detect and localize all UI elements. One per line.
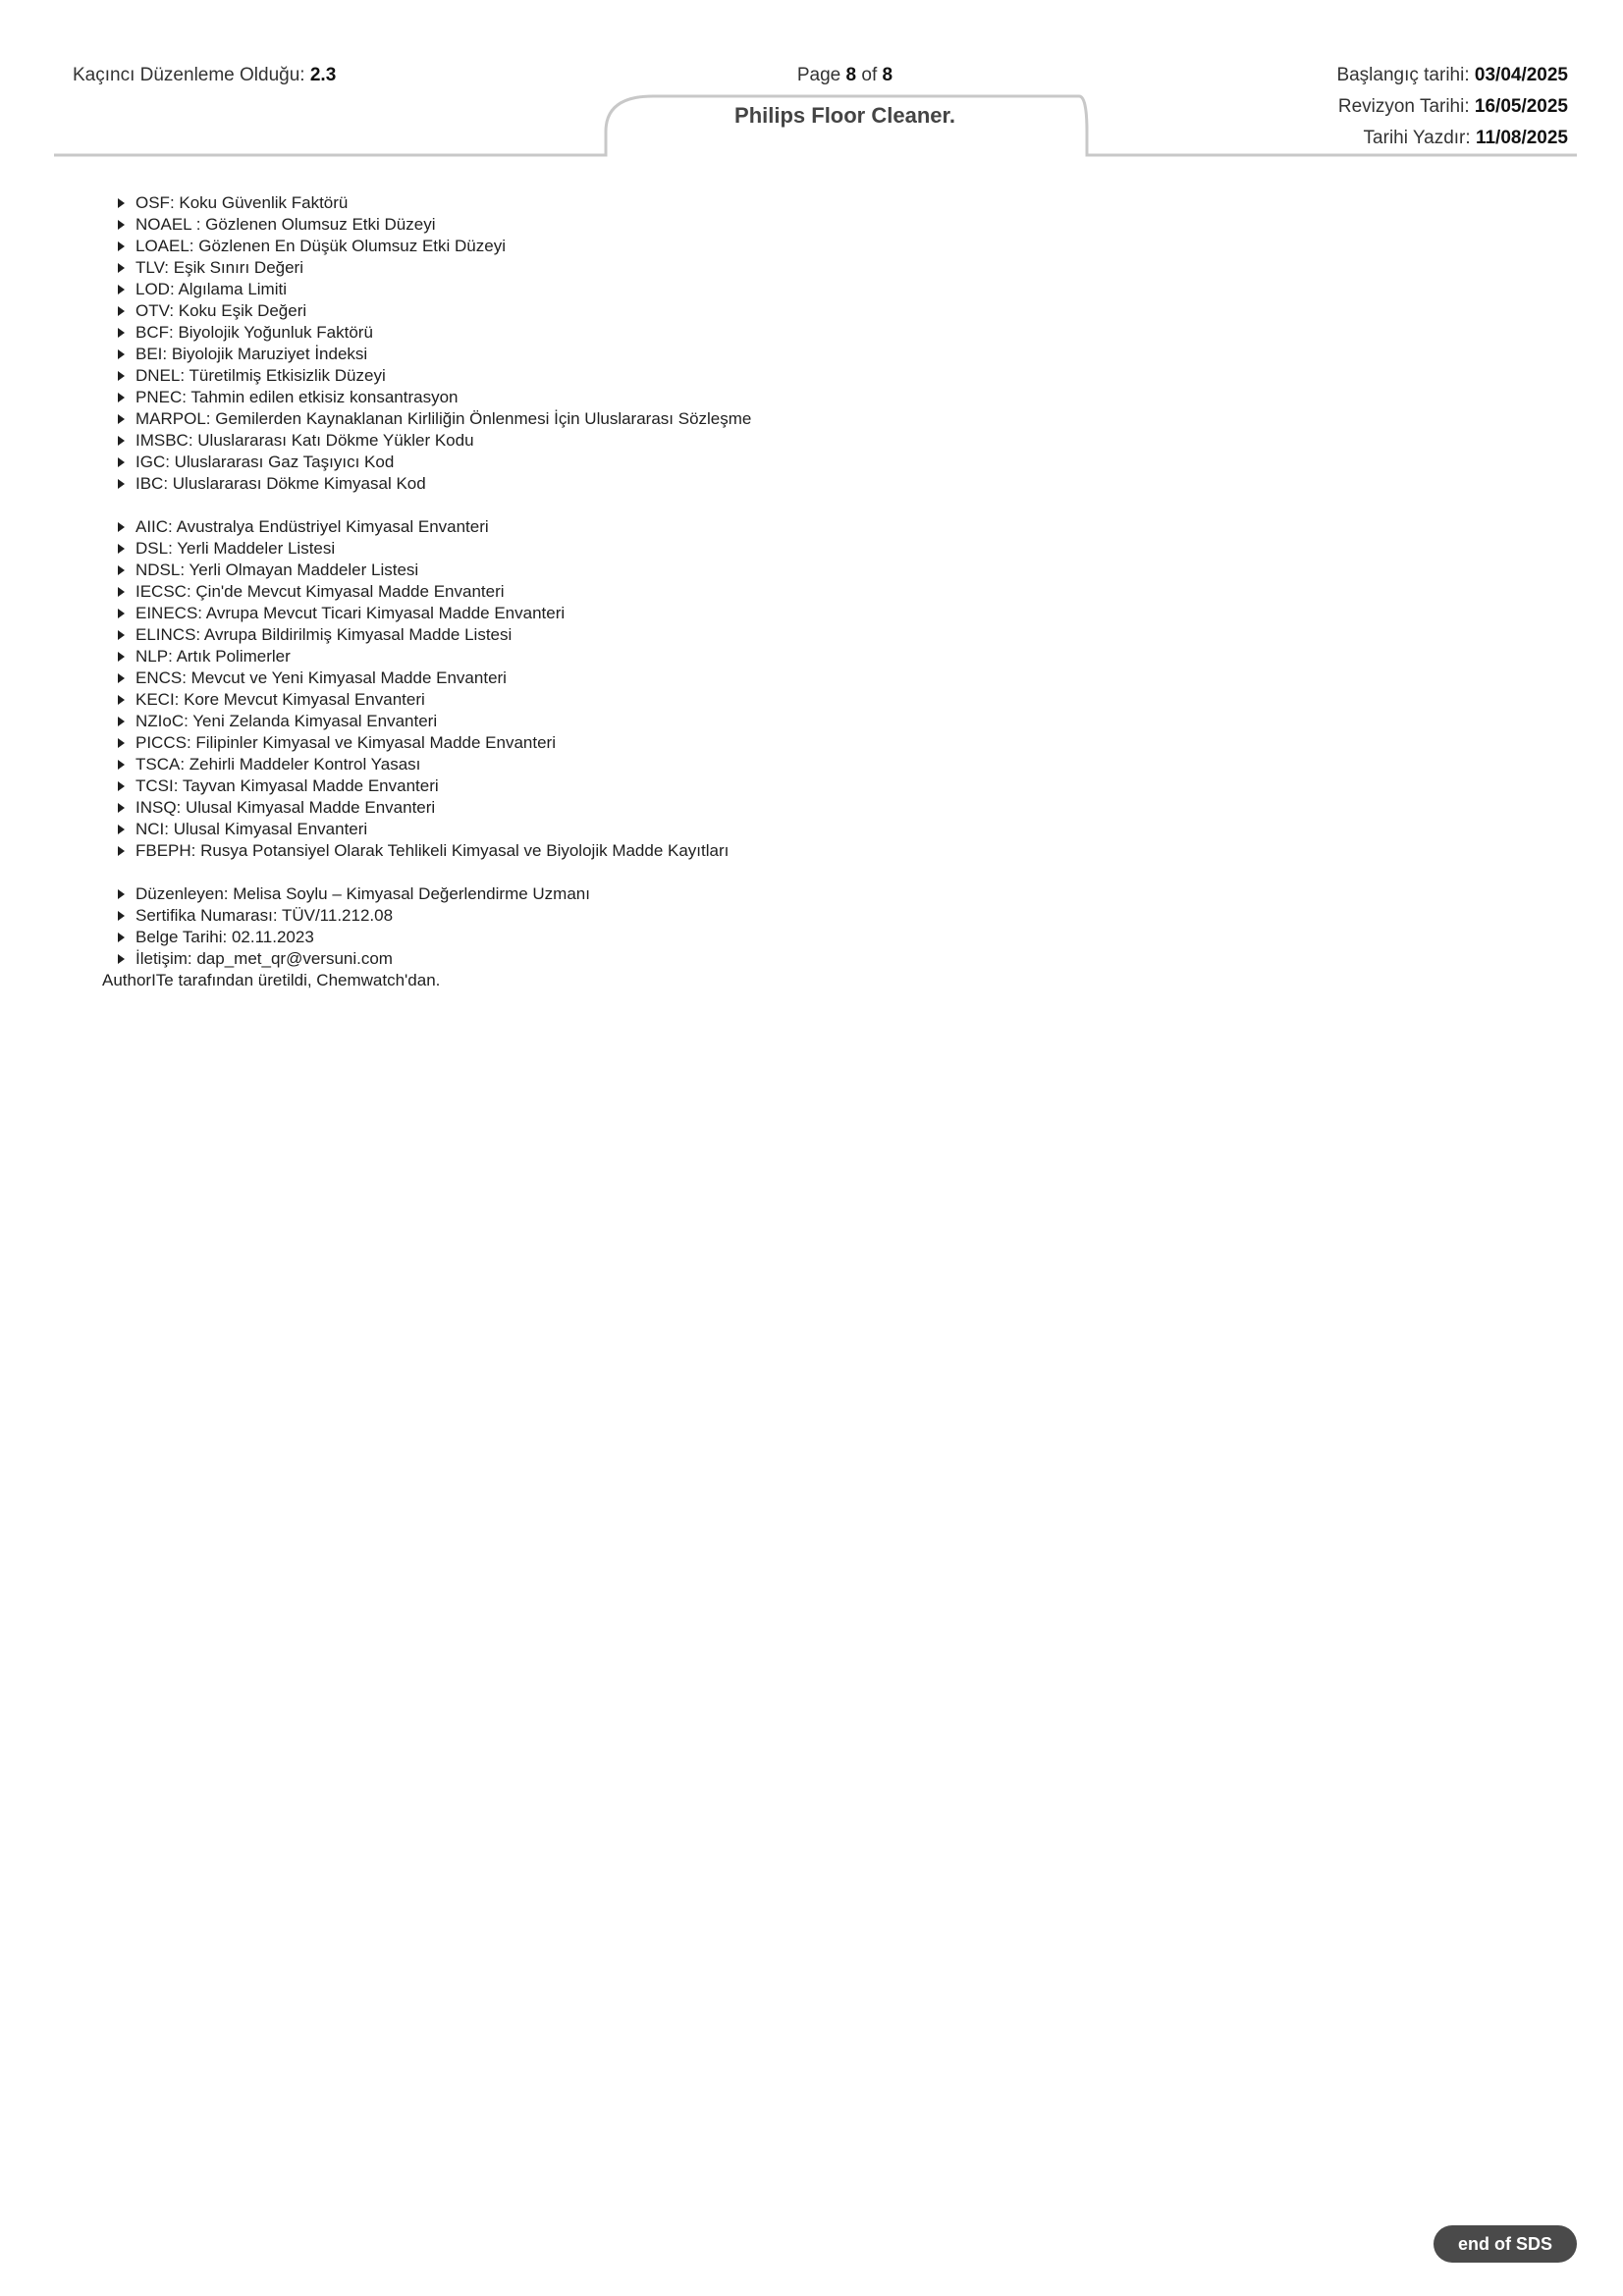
bullet-triangle-icon: [118, 609, 125, 618]
list-item: [102, 300, 1477, 322]
revision-value: 2.3: [309, 65, 337, 85]
list-item: [102, 667, 1477, 689]
list-item-text: NDSL: Yerli Olmayan Maddeler Listesi: [135, 561, 419, 579]
list-item-text: BEI: Biyolojik Maruziyet İndeksi: [135, 345, 368, 363]
list-item-text: IBC: Uluslararası Dökme Kimyasal Kod: [135, 474, 426, 493]
bullet-triangle-icon: [118, 673, 125, 683]
bullet-triangle-icon: [118, 479, 125, 489]
list-item-text: DSL: Yerli Maddeler Listesi: [135, 539, 336, 558]
start-date-label: Başlangıç tarihi:: [1336, 65, 1470, 85]
list-item: [102, 689, 1477, 711]
bullet-triangle-icon: [118, 825, 125, 834]
list-item-text: TLV: Eşik Sınırı Değeri: [135, 258, 303, 277]
bullet-triangle-icon: [118, 717, 125, 726]
bullet-triangle-icon: [118, 263, 125, 273]
list-item: [102, 646, 1477, 667]
bullet-triangle-icon: [118, 781, 125, 791]
bullet-triangle-icon: [118, 933, 125, 942]
bullet-triangle-icon: [118, 630, 125, 640]
bullet-triangle-icon: [118, 306, 125, 316]
abbreviation-list-hazard: [102, 192, 1477, 495]
list-item-text: KECI: Kore Mevcut Kimyasal Envanteri: [135, 690, 425, 709]
bullet-triangle-icon: [118, 738, 125, 748]
list-item: [102, 883, 1477, 905]
print-date-value: 11/08/2025: [1475, 128, 1568, 148]
abbreviations-content: [102, 192, 1477, 991]
list-item: [102, 516, 1477, 538]
author-credit: AuthorITe tarafından üretildi, Chemwatch'dan.: [102, 971, 441, 989]
list-item: [102, 430, 1477, 452]
abbreviation-list-inventories: [102, 516, 1477, 862]
list-item-text: TSCA: Zehirli Maddeler Kontrol Yasası: [135, 755, 421, 774]
bullet-triangle-icon: [118, 587, 125, 597]
revision-date-value: 16/05/2025: [1474, 96, 1568, 117]
product-title: Philips Floor Cleaner.: [734, 103, 955, 128]
list-item: [102, 905, 1477, 927]
bullet-triangle-icon: [118, 544, 125, 554]
start-date-value: 03/04/2025: [1474, 65, 1568, 85]
list-item: [102, 365, 1477, 387]
list-item-text: NLP: Artık Polimerler: [135, 647, 291, 666]
bullet-triangle-icon: [118, 889, 125, 899]
list-item-text: DNEL: Türetilmiş Etkisizlik Düzeyi: [135, 366, 386, 385]
list-item: [102, 214, 1477, 236]
list-item: [102, 797, 1477, 819]
end-of-sds-badge: end of SDS: [1434, 2225, 1577, 2263]
list-item-text: PICCS: Filipinler Kimyasal ve Kimyasal Madde Envanteri: [135, 733, 556, 752]
preparer-info-list: [102, 883, 1477, 970]
list-item: [102, 927, 1477, 948]
bullet-triangle-icon: [118, 328, 125, 338]
list-item: [102, 473, 1477, 495]
bullet-triangle-icon: [118, 565, 125, 575]
bullet-triangle-icon: [118, 414, 125, 424]
list-item: [102, 711, 1477, 732]
bullet-triangle-icon: [118, 436, 125, 446]
bullet-triangle-icon: [118, 652, 125, 662]
bullet-triangle-icon: [118, 198, 125, 208]
list-item-text: ELINCS: Avrupa Bildirilmiş Kimyasal Madde Listesi: [135, 625, 513, 644]
list-item-text: NOAEL : Gözlenen Olumsuz Etki Düzeyi: [135, 215, 436, 234]
list-item-text: Belge Tarihi: 02.11.2023: [135, 928, 314, 946]
bullet-triangle-icon: [118, 457, 125, 467]
list-item-text: OTV: Koku Eşik Değeri: [135, 301, 307, 320]
page-current: 8: [845, 65, 857, 85]
list-item-text: AIIC: Avustralya Endüstriyel Kimyasal Envanteri: [135, 517, 489, 536]
page-label: Page: [796, 65, 841, 85]
list-item-text: IECSC: Çin'de Mevcut Kimyasal Madde Envanteri: [135, 582, 505, 601]
list-item-text: NZIoC: Yeni Zelanda Kimyasal Envanteri: [135, 712, 438, 730]
list-item-text: EINECS: Avrupa Mevcut Ticari Kimyasal Madde Envanteri: [135, 604, 566, 622]
list-item-text: İletişim: dap_met_qr@versuni.com: [135, 949, 393, 968]
revision-label: Kaçıncı Düzenleme Olduğu:: [73, 65, 305, 85]
print-date-label: Tarihi Yazdır:: [1363, 128, 1471, 148]
list-item-text: MARPOL: Gemilerden Kaynaklanan Kirliliğin Önlenmesi İçin Uluslararası Sözleşme: [135, 409, 752, 428]
list-item-text: INSQ: Ulusal Kimyasal Madde Envanteri: [135, 798, 436, 817]
list-item-text: LOAEL: Gözlenen En Düşük Olumsuz Etki Düzeyi: [135, 237, 506, 255]
list-item-text: Sertifika Numarası: TÜV/11.212.08: [135, 906, 394, 925]
revision-date-label: Revizyon Tarihi:: [1337, 96, 1470, 117]
bullet-triangle-icon: [118, 760, 125, 770]
bullet-triangle-icon: [118, 846, 125, 856]
bullet-triangle-icon: [118, 911, 125, 921]
list-item: [102, 236, 1477, 257]
list-item: [102, 538, 1477, 560]
list-item-text: Düzenleyen: Melisa Soylu – Kimyasal Değerlendirme Uzmanı: [135, 884, 590, 903]
list-item: [102, 624, 1477, 646]
start-date: [1336, 65, 1568, 86]
page-of: of: [861, 65, 878, 85]
list-item: [102, 840, 1477, 862]
bullet-triangle-icon: [118, 349, 125, 359]
list-item-text: NCI: Ulusal Kimyasal Envanteri: [135, 820, 368, 838]
list-item-text: PNEC: Tahmin edilen etkisiz konsantrasyon: [135, 388, 459, 406]
bullet-triangle-icon: [118, 522, 125, 532]
bullet-triangle-icon: [118, 695, 125, 705]
list-item-text: FBEPH: Rusya Potansiyel Olarak Tehlikeli Kimyasal ve Biyolojik Madde Kayıtları: [135, 841, 730, 860]
list-item: [102, 948, 1477, 970]
list-item: [102, 387, 1477, 408]
list-item: [102, 819, 1477, 840]
list-item: [102, 279, 1477, 300]
list-item-text: LOD: Algılama Limiti: [135, 280, 287, 298]
bullet-triangle-icon: [118, 954, 125, 964]
list-item: [102, 560, 1477, 581]
list-item-text: ENCS: Mevcut ve Yeni Kimyasal Madde Envanteri: [135, 668, 507, 687]
list-item: [102, 603, 1477, 624]
list-item: [102, 322, 1477, 344]
bullet-triangle-icon: [118, 241, 125, 251]
list-item: [102, 452, 1477, 473]
list-item: [102, 192, 1477, 214]
list-item: [102, 754, 1477, 775]
list-item: [102, 257, 1477, 279]
list-item-text: IMSBC: Uluslararası Katı Dökme Yükler Kodu: [135, 431, 474, 450]
bullet-triangle-icon: [118, 371, 125, 381]
bullet-triangle-icon: [118, 803, 125, 813]
list-item: [102, 344, 1477, 365]
bullet-triangle-icon: [118, 220, 125, 230]
bullet-triangle-icon: [118, 285, 125, 294]
bullet-triangle-icon: [118, 393, 125, 402]
list-item-text: TCSI: Tayvan Kimyasal Madde Envanteri: [135, 776, 439, 795]
list-item: [102, 775, 1477, 797]
list-item-text: BCF: Biyolojik Yoğunluk Faktörü: [135, 323, 373, 342]
list-item: [102, 732, 1477, 754]
list-item: [102, 408, 1477, 430]
list-item-text: IGC: Uluslararası Gaz Taşıyıcı Kod: [135, 453, 395, 471]
list-item: [102, 581, 1477, 603]
page-total: 8: [882, 65, 893, 85]
list-item-text: OSF: Koku Güvenlik Faktörü: [135, 193, 349, 212]
